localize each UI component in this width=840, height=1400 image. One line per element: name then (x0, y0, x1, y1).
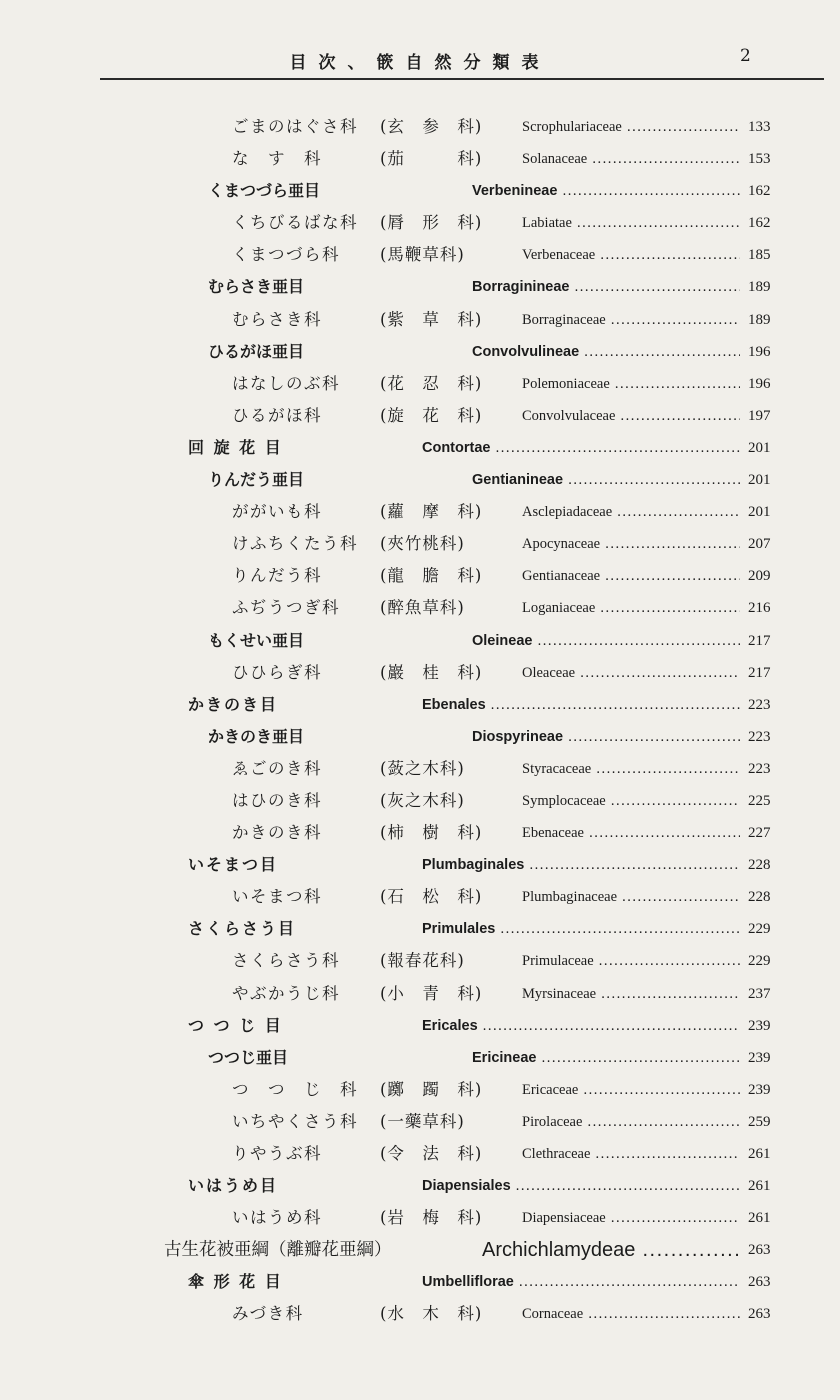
entry-page-number: 207 (748, 536, 771, 553)
entry-kanji-name: (蔹之木科) (380, 758, 465, 778)
entry-page-number: 217 (748, 632, 771, 649)
toc-entry-suborder (0, 175, 840, 207)
entry-latin-name: Diapensiaceae ..... (522, 1202, 740, 1234)
entry-page-number: 189 (748, 311, 771, 328)
entry-kanji-name: (花 忍 科) (380, 373, 483, 393)
entry-kanji-name: (水 木 科) (380, 1304, 483, 1324)
toc-entry-family (0, 592, 840, 624)
entry-page-number: 225 (748, 792, 771, 809)
entry-japanese-name: やぶかうじ科 (232, 983, 340, 1003)
entry-kanji-name: (醉魚草科) (380, 598, 465, 618)
toc-entry-suborder (0, 336, 840, 368)
entry-latin-name: Ericineae ..... (472, 1042, 740, 1074)
entry-japanese-name: ゑごのき科 (232, 758, 322, 778)
entry-page-number: 196 (748, 375, 771, 392)
entry-japanese-name: いはうめ目 (188, 1176, 279, 1196)
entry-latin-name: Convolvulineae ..... (472, 336, 740, 368)
toc-entry-order (0, 689, 840, 721)
entry-japanese-name: けふちくたう科 (232, 534, 358, 554)
entry-kanji-name: (灰之木科) (380, 790, 465, 810)
entry-page-number: 153 (748, 151, 771, 168)
toc-entry-family (0, 1298, 840, 1330)
entry-latin-name: Primulales ..... (422, 913, 740, 945)
toc-entry-family (0, 657, 840, 689)
entry-latin-name: Borraginineae ..... (472, 271, 740, 303)
entry-page-number: 237 (748, 985, 771, 1002)
entry-kanji-name: (一藥草科) (380, 1111, 465, 1131)
running-title: 目次、篏自然分類表 (289, 53, 551, 73)
entry-japanese-name: りやうぶ科 (232, 1144, 322, 1163)
entry-page-number: 261 (748, 1178, 771, 1195)
entry-kanji-name: (龍 膽 科) (380, 566, 483, 586)
entry-japanese-name: はひのき科 (232, 790, 322, 810)
toc-entry-suborder (0, 271, 840, 303)
entry-japanese-name: 傘 形 花 目 (188, 1272, 283, 1292)
entry-japanese-name: つ つ じ 科 (232, 1079, 358, 1099)
entry-latin-name: Styracaceae ..... (522, 753, 740, 785)
toc-entry-family (0, 496, 840, 528)
entry-japanese-name: つつじ亜目 (208, 1047, 289, 1067)
entry-japanese-name: ひるがほ科 (232, 405, 322, 425)
entry-latin-name: Polemoniaceae ..... (522, 368, 740, 400)
page-number: 2 (740, 46, 751, 66)
entry-latin-name: Contortae ..... (422, 432, 740, 464)
entry-latin-name: Oleineae ..... (472, 625, 740, 657)
entry-japanese-name: ががいも科 (232, 502, 322, 522)
entry-latin-name: Ebenales ..... (422, 689, 740, 721)
toc-entry-family (0, 945, 840, 977)
entry-kanji-name: (馬鞭草科) (380, 245, 465, 265)
entry-page-number: 185 (748, 247, 771, 264)
entry-japanese-name: いはうめ科 (232, 1208, 322, 1228)
toc-entry-family (0, 978, 840, 1010)
entry-latin-name: Plumbaginaceae ..... (522, 881, 740, 913)
entry-japanese-name: くまつづら科 (232, 245, 340, 265)
entry-page-number: 201 (748, 472, 771, 489)
entry-page-number: 228 (748, 857, 771, 874)
entry-latin-name: Plumbaginales ..... (422, 849, 740, 881)
entry-page-number: 263 (748, 1242, 771, 1259)
entry-page-number: 162 (748, 215, 771, 232)
entry-latin-name: Scrophulariaceae ..... (522, 111, 740, 143)
entry-kanji-name: (小 青 科) (380, 983, 483, 1003)
entry-latin-name: Gentianaceae ..... (522, 560, 740, 592)
entry-japanese-name: かきのき科 (232, 823, 322, 843)
entry-latin-name: Pirolaceae ..... (522, 1106, 740, 1138)
toc-entry-order (0, 432, 840, 464)
toc-entry-family (0, 528, 840, 560)
entry-kanji-name: (蘿 摩 科) (380, 502, 483, 522)
toc-entry-order (0, 913, 840, 945)
entry-latin-name: Apocynaceae ..... (522, 528, 740, 560)
entry-page-number: 197 (748, 407, 771, 424)
entry-kanji-name: (躑 躅 科) (380, 1079, 483, 1099)
entry-page-number: 263 (748, 1274, 771, 1291)
entry-page-number: 228 (748, 889, 771, 906)
entry-page-number: 239 (748, 1017, 771, 1034)
entry-japanese-name: りんだう亜目 (208, 470, 305, 490)
entry-japanese-name: 回 旋 花 目 (188, 437, 283, 457)
toc-entry-family (0, 368, 840, 400)
entry-latin-name: Diospyrineae ..... (472, 721, 740, 753)
entry-latin-name: Labiatae ..... (522, 207, 740, 239)
toc-entry-suborder (0, 625, 840, 657)
entry-japanese-name: かきのき目 (188, 694, 279, 714)
entry-japanese-name: くちびるばな科 (232, 213, 358, 233)
entry-japanese-name: ひるがほ亜目 (208, 341, 305, 361)
entry-latin-name: Verbenineae ..... (472, 175, 740, 207)
entry-japanese-name: りんだう科 (232, 566, 322, 586)
entry-japanese-name: さくらさう科 (232, 951, 340, 971)
entry-latin-name: Myrsinaceae ..... (522, 978, 740, 1010)
entry-latin-name: Diapensiales ..... (422, 1170, 740, 1202)
entry-japanese-name: むらさき科 (232, 309, 322, 329)
entry-kanji-name: (岩 梅 科) (380, 1208, 483, 1228)
entry-japanese-name: むらさき亜目 (208, 277, 305, 297)
entry-kanji-name: (旋 花 科) (380, 405, 483, 425)
entry-latin-name: Ericales ..... (422, 1010, 740, 1042)
toc-entry-order (0, 1266, 840, 1298)
entry-page-number: 162 (748, 183, 771, 200)
toc-entry-family (0, 753, 840, 785)
entry-japanese-name: みづき科 (232, 1304, 304, 1324)
entry-page-number: 209 (748, 568, 771, 585)
entry-page-number: 217 (748, 664, 771, 681)
entry-latin-name: Solanaceae ..... (522, 143, 740, 175)
entry-latin-name: Cornaceae ..... (522, 1298, 740, 1330)
entry-kanji-name: (紫 草 科) (380, 309, 483, 329)
entry-latin-name: Ebenaceae ..... (522, 817, 740, 849)
entry-page-number: 229 (748, 953, 771, 970)
entry-page-number: 223 (748, 760, 771, 777)
toc-entry-subclass (0, 1234, 840, 1266)
toc-entry-family (0, 785, 840, 817)
toc-entry-family (0, 143, 840, 175)
entry-page-number: 201 (748, 439, 771, 456)
toc-entry-family (0, 239, 840, 271)
entry-kanji-name: (柿 樹 科) (380, 823, 483, 843)
entry-page-number: 223 (748, 696, 771, 713)
entry-latin-name: Verbenaceae ..... (522, 239, 740, 271)
entry-page-number: 261 (748, 1146, 771, 1162)
toc-entry-family (0, 817, 840, 849)
toc-entry-family (0, 1106, 840, 1138)
entry-latin-name: Umbelliflorae ..... (422, 1266, 740, 1298)
header-rule (100, 78, 824, 80)
table-of-contents (0, 111, 840, 1331)
toc-entry-suborder (0, 464, 840, 496)
entry-page-number: 189 (748, 279, 771, 296)
toc-entry-family (0, 400, 840, 432)
entry-kanji-name: (巖 桂 科) (380, 662, 483, 682)
entry-kanji-name: (脣 形 科) (380, 213, 483, 233)
toc-entry-order (0, 849, 840, 881)
entry-japanese-name: ごまのはぐさ科 (232, 117, 358, 136)
toc-entry-order (0, 1010, 840, 1042)
entry-latin-name: Clethraceae ..... (522, 1138, 740, 1170)
toc-entry-family (0, 881, 840, 913)
entry-page-number: 263 (748, 1306, 771, 1323)
toc-entry-suborder (0, 721, 840, 753)
entry-latin-name: Primulaceae ..... (522, 945, 740, 977)
entry-japanese-name: ひひらぎ科 (232, 662, 322, 682)
entry-latin-name: Archichlamydeae ..... (482, 1234, 740, 1266)
entry-japanese-name: いちやくさう科 (232, 1111, 358, 1131)
entry-page-number: 229 (748, 921, 771, 938)
entry-japanese-name: くまつづら亜目 (208, 181, 321, 201)
entry-japanese-name: もくせい亜目 (208, 630, 305, 650)
toc-entry-family (0, 207, 840, 239)
toc-entry-family (0, 1138, 840, 1170)
entry-latin-name: Loganiaceae ..... (522, 592, 740, 624)
entry-page-number: 196 (748, 343, 771, 360)
entry-japanese-name: ふぢうつぎ科 (232, 598, 340, 618)
toc-entry-order (0, 1170, 840, 1202)
entry-page-number: 227 (748, 825, 771, 842)
entry-japanese-name: かきのき亜目 (208, 726, 305, 746)
entry-page-number: 259 (748, 1113, 771, 1130)
toc-entry-family (0, 111, 840, 143)
toc-entry-family (0, 1202, 840, 1234)
entry-page-number: 216 (748, 600, 771, 617)
entry-kanji-name: (夾竹桃科) (380, 534, 465, 554)
entry-japanese-name: な す 科 (232, 149, 322, 169)
entry-kanji-name: (報春花科) (380, 951, 465, 971)
entry-japanese-name: さくらさう目 (188, 919, 297, 939)
entry-page-number: 239 (748, 1081, 771, 1098)
entry-latin-name: Borraginaceae ..... (522, 304, 740, 336)
entry-page-number: 201 (748, 504, 771, 521)
entry-japanese-name: 古生花被亜綱（離瓣花亜綱） (164, 1240, 392, 1261)
entry-latin-name: Convolvulaceae ..... (522, 400, 740, 432)
entry-japanese-name: いそまつ科 (232, 887, 322, 907)
entry-kanji-name: (茄 科) (380, 149, 483, 169)
toc-entry-suborder (0, 1042, 840, 1074)
entry-kanji-name: (玄 参 科) (380, 117, 483, 136)
entry-japanese-name: いそまつ目 (188, 855, 279, 875)
entry-latin-name: Symplocaceae ..... (522, 785, 740, 817)
entry-kanji-name: (令 法 科) (380, 1144, 483, 1163)
toc-entry-family (0, 1074, 840, 1106)
entry-kanji-name: (石 松 科) (380, 887, 483, 907)
entry-page-number: 261 (748, 1210, 771, 1227)
entry-japanese-name: つ つ じ 目 (188, 1015, 283, 1035)
toc-entry-family (0, 560, 840, 592)
toc-entry-family (0, 304, 840, 336)
entry-page-number: 223 (748, 728, 771, 745)
entry-latin-name: Gentianineae ..... (472, 464, 740, 496)
entry-japanese-name: はなしのぶ科 (232, 373, 340, 393)
entry-latin-name: Asclepiadaceae ..... (522, 496, 740, 528)
page-header (0, 42, 840, 82)
entry-page-number: 239 (748, 1049, 771, 1066)
entry-latin-name: Oleaceae ..... (522, 657, 740, 689)
entry-page-number: 133 (748, 119, 771, 135)
entry-latin-name: Ericaceae ..... (522, 1074, 740, 1106)
